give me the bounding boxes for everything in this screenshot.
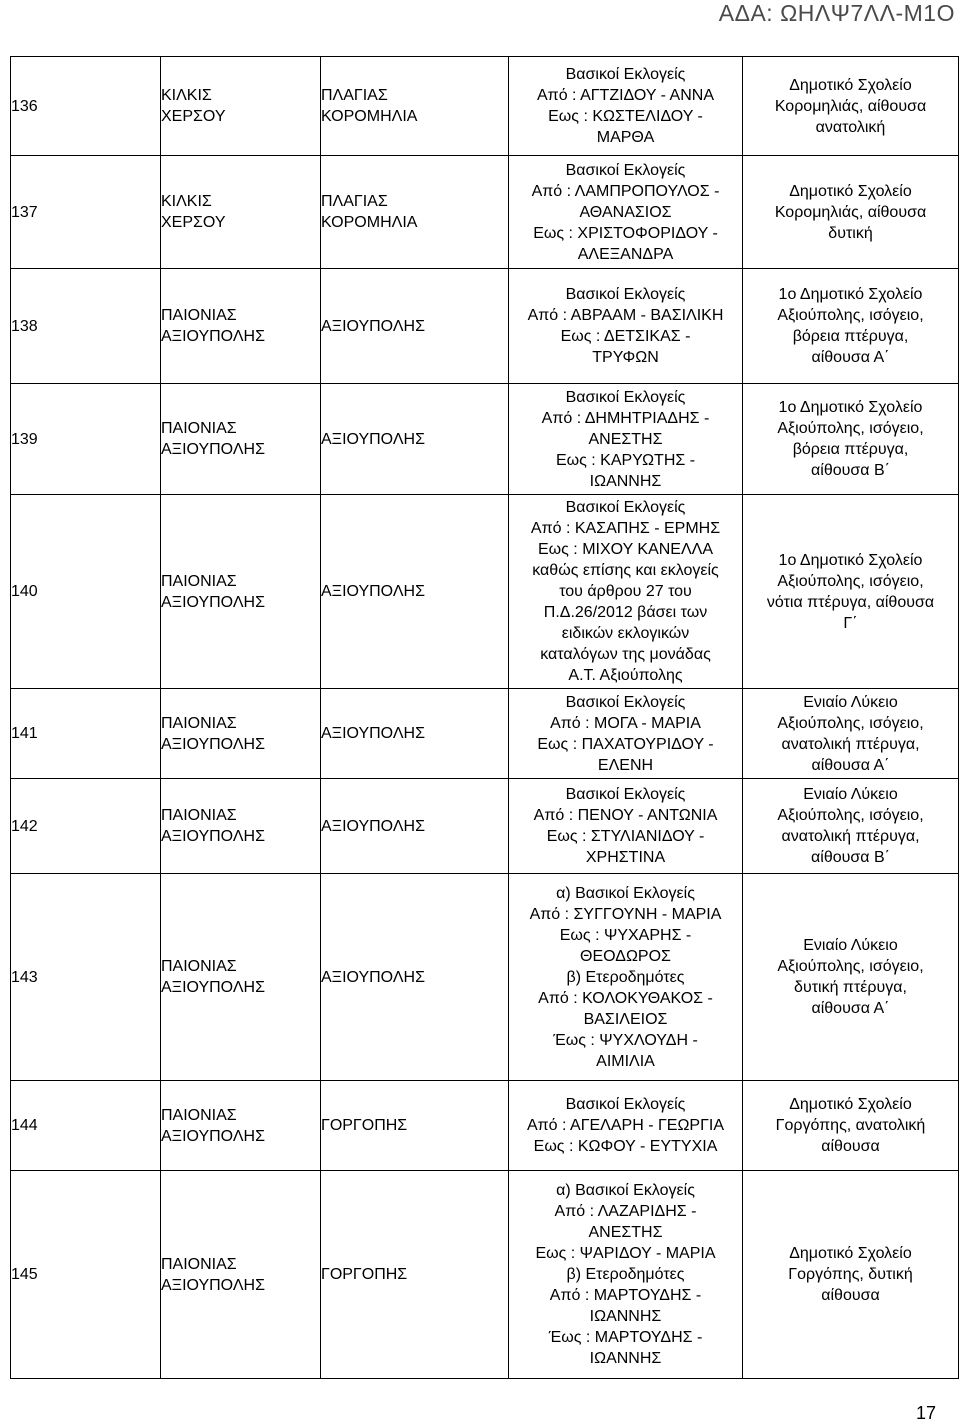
row-number: 141 — [11, 689, 161, 779]
municipality-cell: ΠΑΙΟΝΙΑΣ ΑΞΙΟΥΠΟΛΗΣ — [161, 1171, 321, 1379]
row-number: 137 — [11, 156, 161, 269]
voters-cell: Βασικοί Εκλογείς Από : ΜΟΓΑ - ΜΑΡΙΑ Εως : ΠΑΧΑΤΟΥΡΙΔΟΥ - ΕΛΕΝΗ — [509, 689, 743, 779]
municipality-cell: ΚΙΛΚΙΣ ΧΕΡΣΟΥ — [161, 57, 321, 156]
row-number: 144 — [11, 1081, 161, 1171]
row-number: 138 — [11, 269, 161, 384]
polling-location-cell: Δημοτικό Σχολείο Γοργόπης, ανατολική αίθουσα — [743, 1081, 959, 1171]
table-row — [11, 1081, 959, 1171]
table-row — [11, 689, 959, 779]
page-number: 17 — [915, 1403, 936, 1423]
polling-location-cell: Δημοτικό Σχολείο Κορομηλιάς, αίθουσα ανατολική — [743, 57, 959, 156]
polling-location-cell: Δημοτικό Σχολείο Γοργόπης, δυτική αίθουσα — [743, 1171, 959, 1379]
voters-cell: Βασικοί Εκλογείς Από : ΚΑΣΑΠΗΣ - ΕΡΜΗΣ Εως : ΜΙΧΟΥ ΚΑΝΕΛΛΑ καθώς επίσης και εκλογείς του άρθρου 27 του Π.Δ.26/2012 βάσει των ειδικών εκλογικών καταλόγων της μονάδας Α.Τ. Αξιούπολης — [509, 495, 743, 689]
polling-location-cell: Δημοτικό Σχολείο Κορομηλιάς, αίθουσα δυτική — [743, 156, 959, 269]
row-number: 140 — [11, 495, 161, 689]
municipality-cell: ΠΑΙΟΝΙΑΣ ΑΞΙΟΥΠΟΛΗΣ — [161, 384, 321, 495]
voters-cell: Βασικοί Εκλογείς Από : ΛΑΜΠΡΟΠΟΥΛΟΣ - ΑΘΑΝΑΣΙΟΣ Εως : ΧΡΙΣΤΟΦΟΡΙΔΟΥ - ΑΛΕΞΑΝΔΡΑ — [509, 156, 743, 269]
unit-cell: ΑΞΙΟΥΠΟΛΗΣ — [321, 495, 509, 689]
municipality-cell: ΠΑΙΟΝΙΑΣ ΑΞΙΟΥΠΟΛΗΣ — [161, 779, 321, 874]
polling-location-cell: Ενιαίο Λύκειο Αξιούπολης, ισόγειο, δυτική πτέρυγα, αίθουσα Α΄ — [743, 874, 959, 1081]
unit-cell: ΑΞΙΟΥΠΟΛΗΣ — [321, 779, 509, 874]
polling-location-cell: 1ο Δημοτικό Σχολείο Αξιούπολης, ισόγειο, βόρεια πτέρυγα, αίθουσα Α΄ — [743, 269, 959, 384]
row-number: 136 — [11, 57, 161, 156]
row-number: 143 — [11, 874, 161, 1081]
voters-cell: Βασικοί Εκλογείς Από : ΑΒΡΑΑΜ - ΒΑΣΙΛΙΚΗ Εως : ΔΕΤΣΙΚΑΣ - ΤΡΥΦΩΝ — [509, 269, 743, 384]
table-row — [11, 269, 959, 384]
polling-location-cell: Ενιαίο Λύκειο Αξιούπολης, ισόγειο, ανατολική πτέρυγα, αίθουσα Α΄ — [743, 689, 959, 779]
municipality-cell: ΠΑΙΟΝΙΑΣ ΑΞΙΟΥΠΟΛΗΣ — [161, 1081, 321, 1171]
unit-cell: ΠΛΑΓΙΑΣ ΚΟΡΟΜΗΛΙΑ — [321, 57, 509, 156]
voters-cell: Βασικοί Εκλογείς Από : ΑΓΤΖΙΔΟΥ - ΑΝΝΑ Εως : ΚΩΣΤΕΛΙΔΟΥ - ΜΑΡΘΑ — [509, 57, 743, 156]
voters-cell: Βασικοί Εκλογείς Από : ΠΕΝΟΥ - ΑΝΤΩΝΙΑ Εως : ΣΤΥΛΙΑΝΙΔΟΥ - ΧΡΗΣΤΙΝΑ — [509, 779, 743, 874]
ada-header: ΑΔΑ: ΩΗΛΨ7ΛΛ-Μ1Ο — [718, 0, 955, 26]
voters-cell: α) Βασικοί Εκλογείς Από : ΛΑΖΑΡΙΔΗΣ - ΑΝΕΣΤΗΣ Εως : ΨΑΡΙΔΟΥ - ΜΑΡΙΑ β) Ετεροδημότες Από : ΜΑΡΤΟΥΔΗΣ - ΙΩΑΝΝΗΣ Έως : ΜΑΡΤΟΥΔΗΣ - ΙΩΑΝΝΗΣ — [509, 1171, 743, 1379]
table-row — [11, 1171, 959, 1379]
municipality-cell: ΠΑΙΟΝΙΑΣ ΑΞΙΟΥΠΟΛΗΣ — [161, 874, 321, 1081]
polling-stations-table — [10, 56, 959, 1379]
unit-cell: ΑΞΙΟΥΠΟΛΗΣ — [321, 269, 509, 384]
municipality-cell: ΚΙΛΚΙΣ ΧΕΡΣΟΥ — [161, 156, 321, 269]
table-row — [11, 779, 959, 874]
row-number: 145 — [11, 1171, 161, 1379]
unit-cell: ΑΞΙΟΥΠΟΛΗΣ — [321, 384, 509, 495]
row-number: 142 — [11, 779, 161, 874]
table-row — [11, 874, 959, 1081]
polling-location-cell: 1ο Δημοτικό Σχολείο Αξιούπολης, ισόγειο, βόρεια πτέρυγα, αίθουσα Β΄ — [743, 384, 959, 495]
table-row — [11, 495, 959, 689]
municipality-cell: ΠΑΙΟΝΙΑΣ ΑΞΙΟΥΠΟΛΗΣ — [161, 269, 321, 384]
voters-cell: Βασικοί Εκλογείς Από : ΑΓΕΛΑΡΗ - ΓΕΩΡΓΙΑ Εως : ΚΩΦΟΥ - ΕΥΤΥΧΙΑ — [509, 1081, 743, 1171]
table-row — [11, 384, 959, 495]
unit-cell: ΑΞΙΟΥΠΟΛΗΣ — [321, 689, 509, 779]
voters-cell: Βασικοί Εκλογείς Από : ΔΗΜΗΤΡΙΑΔΗΣ - ΑΝΕΣΤΗΣ Εως : ΚΑΡΥΩΤΗΣ - ΙΩΑΝΝΗΣ — [509, 384, 743, 495]
municipality-cell: ΠΑΙΟΝΙΑΣ ΑΞΙΟΥΠΟΛΗΣ — [161, 689, 321, 779]
polling-location-cell: 1ο Δημοτικό Σχολείο Αξιούπολης, ισόγειο, νότια πτέρυγα, αίθουσα Γ΄ — [743, 495, 959, 689]
row-number: 139 — [11, 384, 161, 495]
polling-location-cell: Ενιαίο Λύκειο Αξιούπολης, ισόγειο, ανατολική πτέρυγα, αίθουσα Β΄ — [743, 779, 959, 874]
unit-cell: ΓΟΡΓΟΠΗΣ — [321, 1081, 509, 1171]
voters-cell: α) Βασικοί Εκλογείς Από : ΣΥΓΓΟΥΝΗ - ΜΑΡΙΑ Εως : ΨΥΧΑΡΗΣ - ΘΕΟΔΩΡΟΣ β) Ετεροδημότες Από : ΚΟΛΟΚΥΘΑΚΟΣ - ΒΑΣΙΛΕΙΟΣ Έως : ΨΥΧΛΟΥΔΗ - ΑΙΜΙΛΙΑ — [509, 874, 743, 1081]
unit-cell: ΠΛΑΓΙΑΣ ΚΟΡΟΜΗΛΙΑ — [321, 156, 509, 269]
municipality-cell: ΠΑΙΟΝΙΑΣ ΑΞΙΟΥΠΟΛΗΣ — [161, 495, 321, 689]
table-row — [11, 57, 959, 156]
unit-cell: ΑΞΙΟΥΠΟΛΗΣ — [321, 874, 509, 1081]
table-row — [11, 156, 959, 269]
unit-cell: ΓΟΡΓΟΠΗΣ — [321, 1171, 509, 1379]
